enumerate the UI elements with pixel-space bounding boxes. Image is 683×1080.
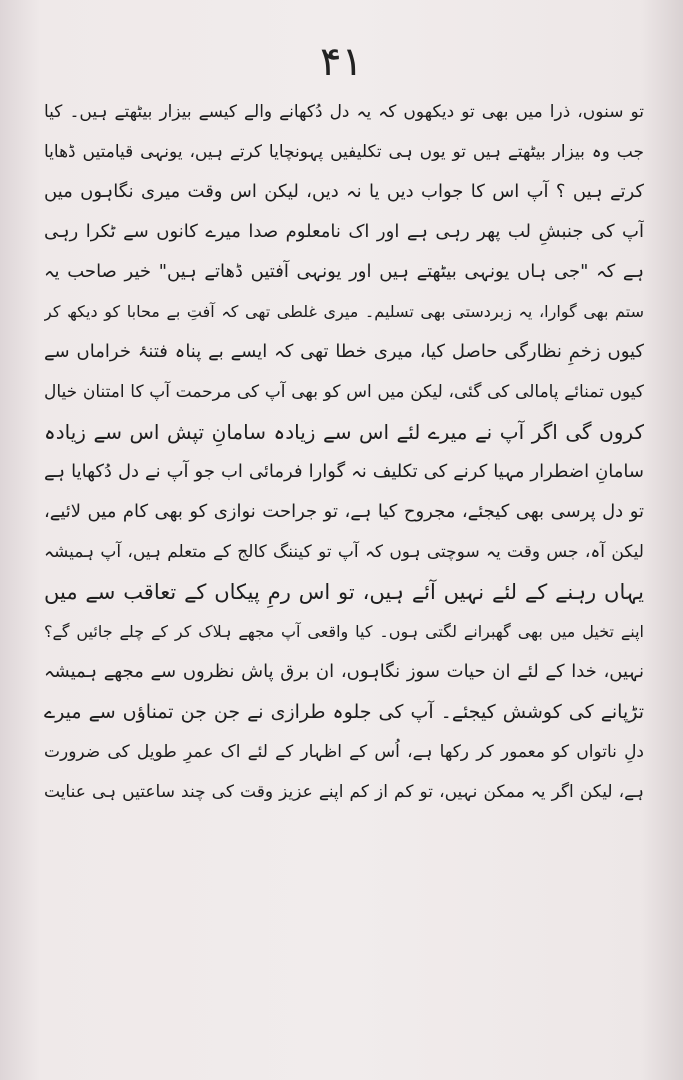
text-line: کرتے ہیں ؟ آپ اس کا جواب دیں یا نہ دیں، لیکن اس وقت میری نگاہوں میں: [44, 181, 644, 202]
text-line: تڑپانے کی کوشش کیجئے۔ آپ کی جلوہ طرازی نے جن جن تمناؤں سے میرے: [44, 701, 644, 723]
body-text: [44, 92, 644, 812]
text-line: کروں گی اگر آپ نے میرے لئے اس سے زیادہ سامانِ تپش اس سے زیادہ: [44, 420, 644, 444]
text-line: سامانِ اضطرار مہیا کرنے کی تکلیف نہ گوارا فرمائی اب جو آپ نے دل دُکھایا ہے: [44, 461, 644, 482]
text-line: کیوں تمنائے پامالی کی گئی، لیکن میں اس کو بھی آپ کی مرحمت آپ کا امتنان خیال: [44, 382, 644, 402]
text-line: ہے، لیکن اگر یہ ممکن نہیں، تو کم از کم اپنے عزیز وقت کی چند ساعتیں ہی عنایت: [44, 782, 644, 802]
text-line: تو سنوں، ذرا میں بھی تو دیکھوں کہ یہ دل دُکھانے والے کیسے بیزار بیٹھتے ہیں۔ کیا: [44, 102, 644, 122]
text-line: ستم بھی گوارا، یہ زبردستی بھی تسلیم۔ میری غلطی تھی کہ آفتِ بے محابا کو دیکھ کر: [44, 302, 644, 321]
text-line: ہے کہ "جی ہاں یونہی بیٹھتے ہیں اور یونہی آفتیں ڈھاتے ہیں" خیر صاحب یہ: [44, 261, 644, 282]
text-line: لیکن آہ، جس وقت یہ سوچتی ہوں کہ آپ تو کیننگ کالج کے متعلم ہیں، آپ ہمیشہ: [44, 542, 644, 562]
text-line: آپ کی جنبشِ لب پھر رہی ہے اور اک نامعلوم صدا میرے کانوں سے ٹکرا رہی: [44, 221, 644, 242]
text-line: جب وہ بیزار بیٹھتے ہیں تو یوں ہی تکلیفیں پہونچایا کرتے ہیں، یونہی قیامتیں ڈھایا: [44, 142, 644, 162]
text-line: کیوں زخمِ نظارگی حاصل کیا، میری خطا تھی کہ ایسے بے پناہ فتنۂ خراماں سے: [44, 341, 644, 362]
text-line: تو دل پرسی بھی کیجئے، مجروح کیا ہے، تو جراحت نوازی کو بھی کام میں لائیے،: [44, 501, 644, 522]
text-line: اپنے تخیل میں بھی گھبرانے لگتی ہوں۔ کیا واقعی آپ مجھے ہلاک کر کے چلے جائیں گے؟: [44, 622, 644, 641]
page-number: ۴۱: [320, 39, 363, 85]
text-line: یہاں رہنے کے لئے نہیں آئے ہیں، تو اس رمِ پیکاں کے تعاقب سے میں: [44, 580, 644, 604]
text-line: نہیں، خدا کے لئے ان حیات سوز نگاہوں، ان برق پاش نظروں سے مجھے ہمیشہ: [44, 661, 644, 682]
text-line: دلِ ناتواں کو معمور کر رکھا ہے، اُس کے اظہار کے لئے اک عمرِ طویل کی ضرورت: [44, 742, 644, 762]
